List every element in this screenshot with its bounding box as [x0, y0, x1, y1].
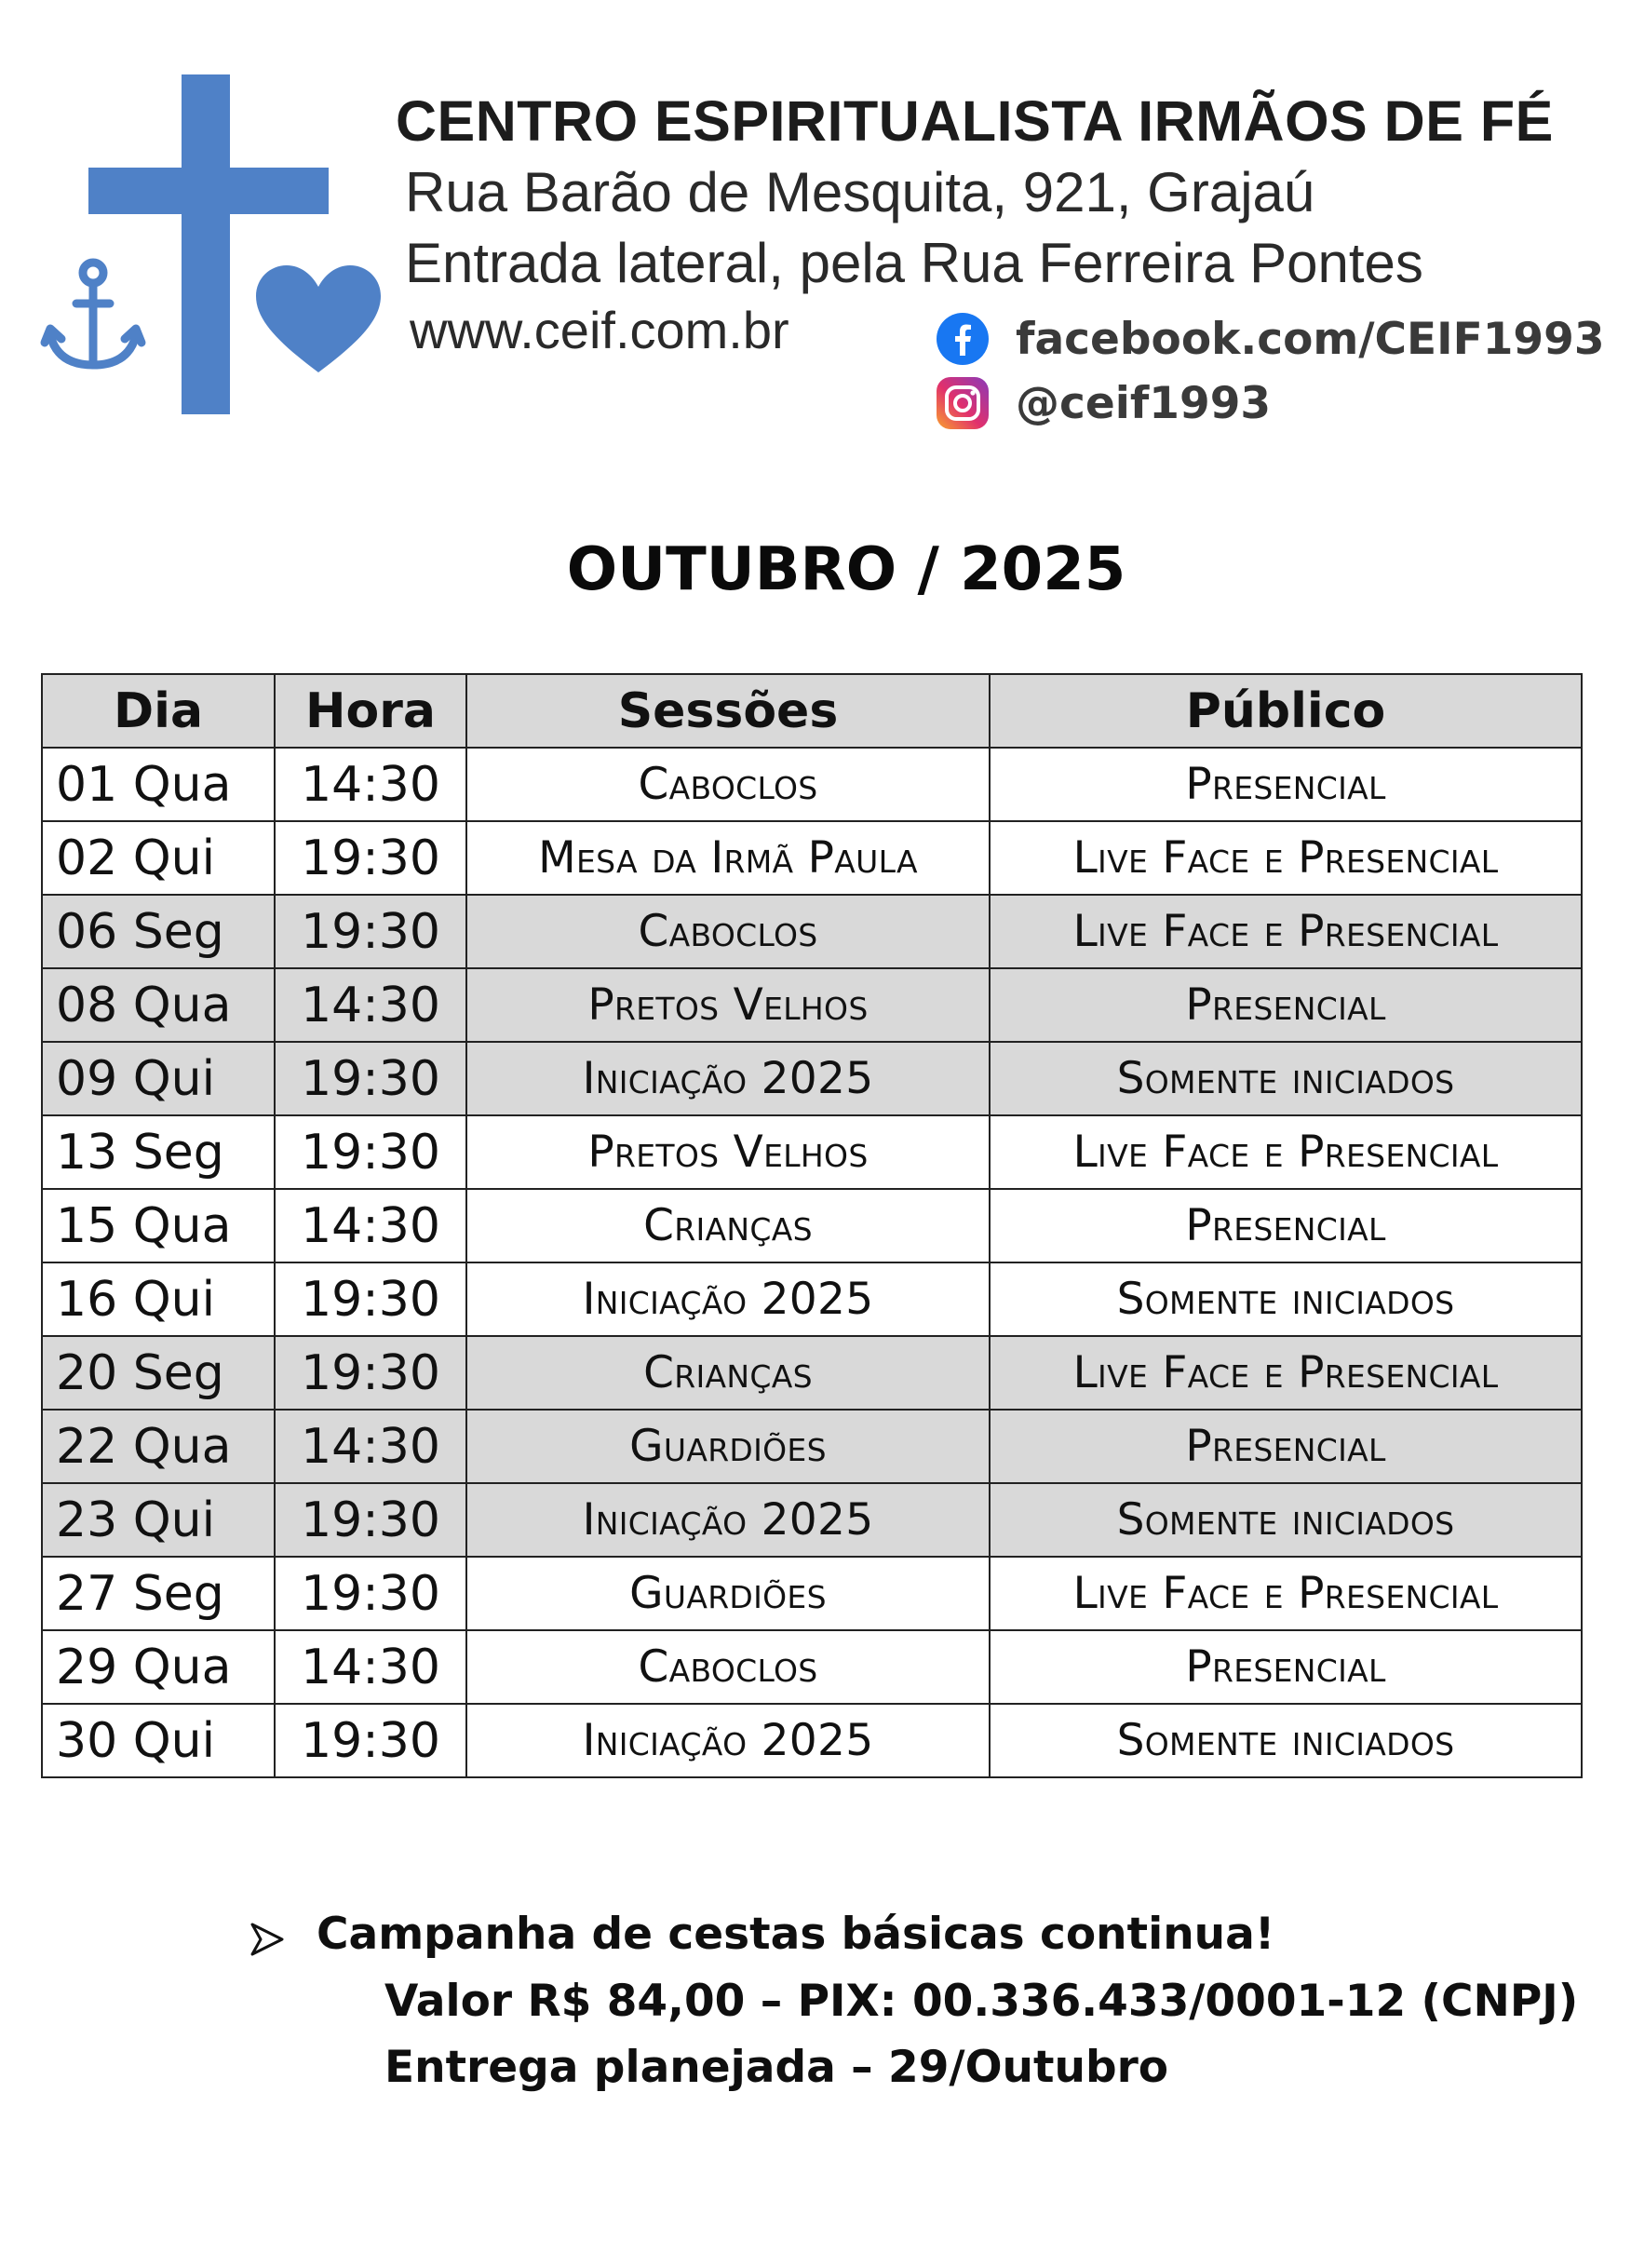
cell-hora: 19:30	[275, 1704, 466, 1777]
cell-sessao: Caboclos	[466, 895, 990, 968]
table-row	[42, 821, 1582, 895]
table-header-row	[42, 674, 1582, 748]
cell-hora: 19:30	[275, 1115, 466, 1189]
cell-sessao: Pretos Velhos	[466, 968, 990, 1042]
cell-publico: Presencial	[990, 1630, 1582, 1704]
table-row	[42, 748, 1582, 821]
cell-hora: 19:30	[275, 1557, 466, 1630]
table-row	[42, 1042, 1582, 1115]
cell-sessao: Iniciação 2025	[466, 1042, 990, 1115]
table-row	[42, 1483, 1582, 1557]
page-title: OUTUBRO / 2025	[566, 535, 1126, 604]
cell-sessao: Caboclos	[466, 748, 990, 821]
cell-hora: 19:30	[275, 895, 466, 968]
cell-publico: Somente iniciados	[990, 1483, 1582, 1557]
cell-dia: 09 Qui	[42, 1042, 275, 1115]
header-sessoes: Sessões	[466, 674, 990, 748]
cell-hora: 14:30	[275, 1630, 466, 1704]
cell-dia: 30 Qui	[42, 1704, 275, 1777]
campaign-delivery: Entrega planejada – 29/Outubro	[384, 2042, 1169, 2093]
cell-hora: 19:30	[275, 1042, 466, 1115]
cell-publico: Live Face e Presencial	[990, 895, 1582, 968]
cell-dia: 22 Qua	[42, 1410, 275, 1483]
address-line-2: Entrada lateral, pela Rua Ferreira Pontes	[405, 232, 1423, 294]
campaign-title: Campanha de cestas básicas continua!	[317, 1909, 1275, 1960]
facebook-handle: facebook.com/CEIF1993	[1016, 313, 1605, 365]
cell-sessao: Guardiões	[466, 1410, 990, 1483]
cell-hora: 19:30	[275, 1336, 466, 1410]
address-line-1: Rua Barão de Mesquita, 921, Grajaú	[405, 161, 1315, 223]
instagram-handle: @ceif1993	[1016, 377, 1272, 429]
cell-hora: 14:30	[275, 1410, 466, 1483]
cell-sessao: Crianças	[466, 1336, 990, 1410]
cell-publico: Presencial	[990, 1189, 1582, 1262]
cell-sessao: Iniciação 2025	[466, 1483, 990, 1557]
table-row	[42, 968, 1582, 1042]
cell-hora: 14:30	[275, 748, 466, 821]
table-row	[42, 1704, 1582, 1777]
cell-publico: Somente iniciados	[990, 1042, 1582, 1115]
cell-dia: 15 Qua	[42, 1189, 275, 1262]
table-row	[42, 1410, 1582, 1483]
org-name: CENTRO ESPIRITUALISTA IRMÃOS DE FÉ	[396, 89, 1554, 153]
cell-hora: 19:30	[275, 1483, 466, 1557]
arrow-bullet-icon	[249, 1922, 285, 1957]
table-row	[42, 1189, 1582, 1262]
table-row	[42, 1115, 1582, 1189]
instagram-link[interactable]	[936, 374, 1271, 432]
table-row	[42, 1557, 1582, 1630]
cell-sessao: Crianças	[466, 1189, 990, 1262]
cell-sessao: Iniciação 2025	[466, 1262, 990, 1336]
cell-dia: 02 Qui	[42, 821, 275, 895]
header-hora: Hora	[275, 674, 466, 748]
cell-hora: 19:30	[275, 1262, 466, 1336]
schedule-table	[41, 673, 1583, 1778]
facebook-icon	[936, 312, 990, 366]
facebook-link[interactable]	[936, 310, 1605, 368]
cross-icon	[88, 74, 329, 414]
cell-publico: Somente iniciados	[990, 1262, 1582, 1336]
instagram-icon	[936, 376, 990, 430]
cell-publico: Presencial	[990, 968, 1582, 1042]
cell-hora: 14:30	[275, 1189, 466, 1262]
cell-dia: 29 Qua	[42, 1630, 275, 1704]
cell-publico: Live Face e Presencial	[990, 1336, 1582, 1410]
cell-sessao: Caboclos	[466, 1630, 990, 1704]
cell-sessao: Mesa da Irmã Paula	[466, 821, 990, 895]
cell-sessao: Guardiões	[466, 1557, 990, 1630]
cell-publico: Presencial	[990, 1410, 1582, 1483]
cell-sessao: Pretos Velhos	[466, 1115, 990, 1189]
cell-dia: 27 Seg	[42, 1557, 275, 1630]
campaign-value: Valor R$ 84,00 – PIX: 00.336.433/0001-12 (CNPJ)	[384, 1976, 1579, 2027]
cell-dia: 16 Qui	[42, 1262, 275, 1336]
logo	[37, 65, 391, 428]
cell-sessao: Iniciação 2025	[466, 1704, 990, 1777]
header-publico: Público	[990, 674, 1582, 748]
table-row	[42, 1262, 1582, 1336]
header-dia: Dia	[42, 674, 275, 748]
cell-publico: Somente iniciados	[990, 1704, 1582, 1777]
table-row	[42, 1336, 1582, 1410]
website-link[interactable]: www.ceif.com.br	[410, 301, 789, 359]
cell-dia: 13 Seg	[42, 1115, 275, 1189]
cell-publico: Live Face e Presencial	[990, 821, 1582, 895]
cell-publico: Presencial	[990, 748, 1582, 821]
table-row	[42, 1630, 1582, 1704]
cell-hora: 14:30	[275, 968, 466, 1042]
anchor-icon	[45, 263, 142, 365]
cell-publico: Live Face e Presencial	[990, 1557, 1582, 1630]
cell-dia: 08 Qua	[42, 968, 275, 1042]
cell-publico: Live Face e Presencial	[990, 1115, 1582, 1189]
cell-dia: 06 Seg	[42, 895, 275, 968]
heart-icon	[256, 265, 381, 372]
cell-hora: 19:30	[275, 821, 466, 895]
cell-dia: 20 Seg	[42, 1336, 275, 1410]
cell-dia: 01 Qua	[42, 748, 275, 821]
table-row	[42, 895, 1582, 968]
cell-dia: 23 Qui	[42, 1483, 275, 1557]
